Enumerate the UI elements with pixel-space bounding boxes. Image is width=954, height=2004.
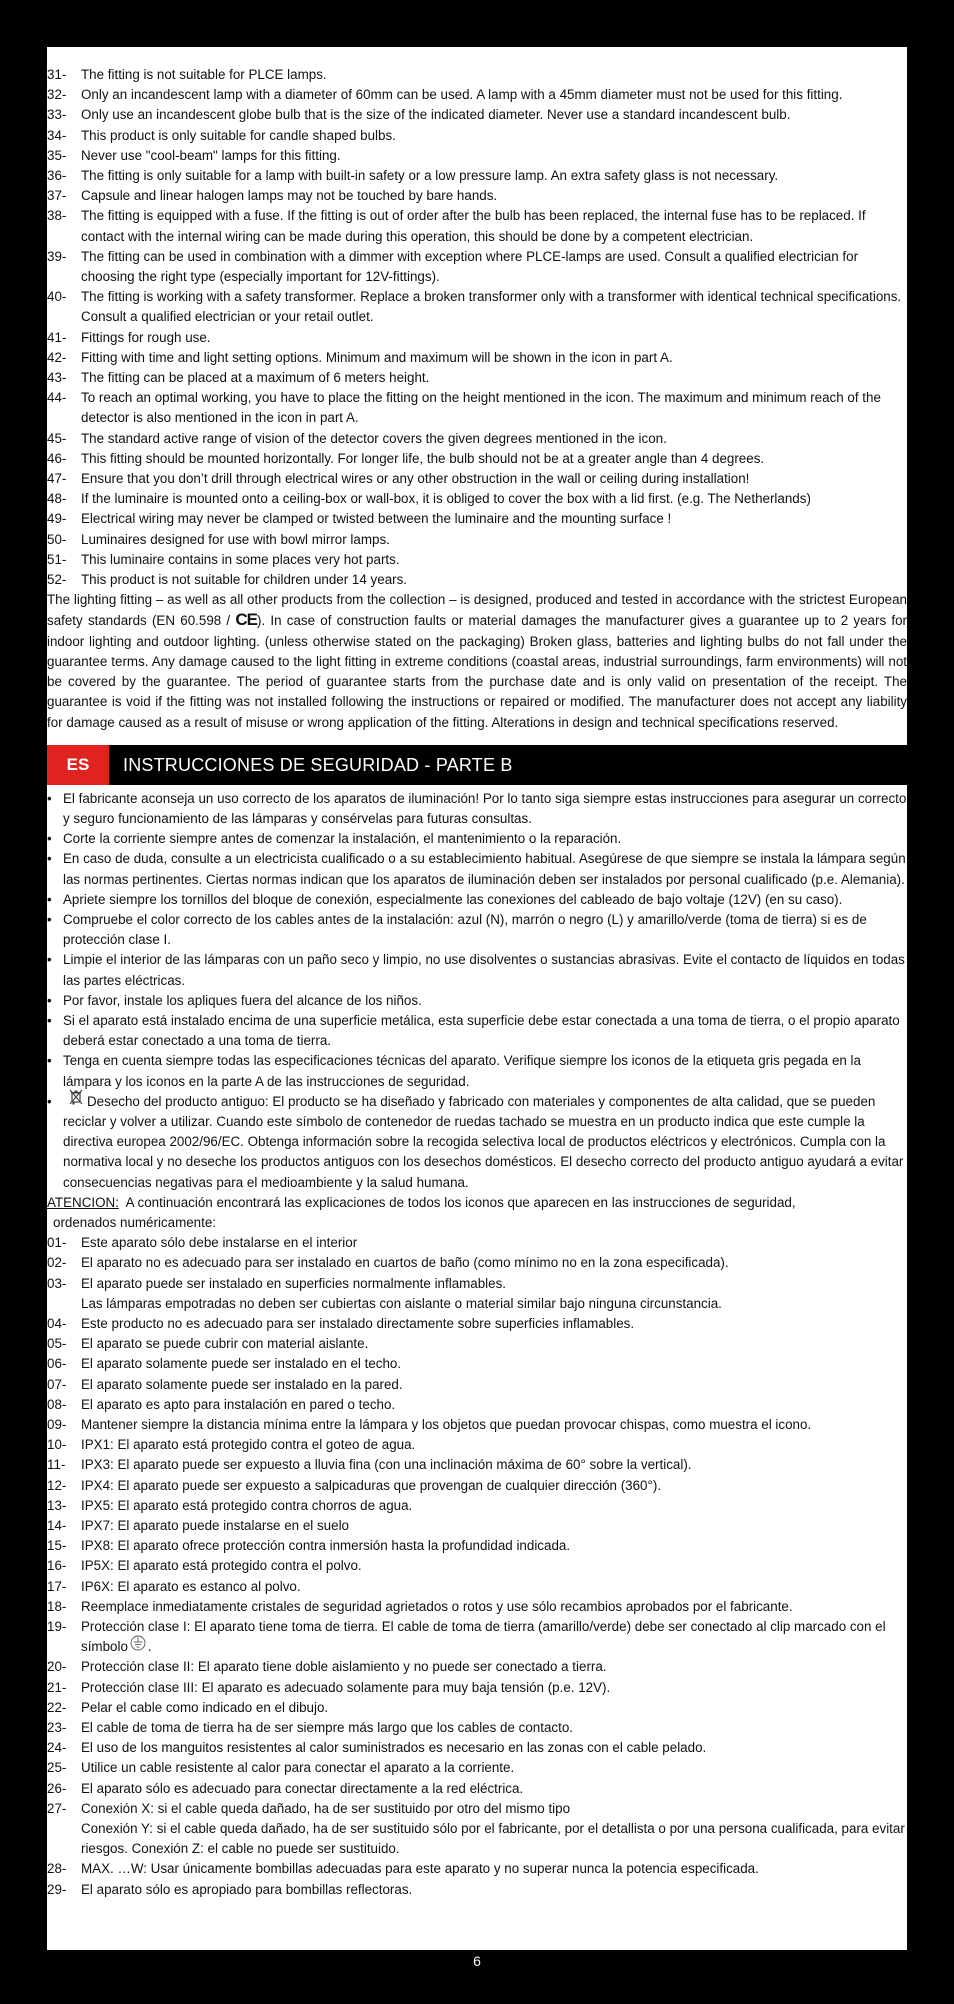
item-number: 22-: [47, 1699, 67, 1715]
item-number: 12-: [47, 1477, 67, 1493]
item-number: 04-: [47, 1315, 67, 1331]
numbered-item-19: [47, 1617, 907, 1657]
item-text: The fitting is equipped with a fuse. If the fitting is out of order after the bulb has been replaced, the internal fuse has to be replaced. If contact with the internal wiring can be made during this operation, this should be done by a competent electrician.: [81, 208, 866, 244]
bullet-marker: •: [47, 831, 52, 847]
item-number: 06-: [47, 1356, 67, 1372]
numbered-item: [47, 1556, 907, 1576]
item-text: Fitting with time and light setting options. Minimum and maximum will be shown in the icon in part A.: [81, 349, 673, 365]
bullet-text: Si el aparato está instalado encima de una superficie metálica, esta superficie debe estar conectada a una toma de tierra, o el propio aparato deberá estar conectado a una toma de tierra.: [63, 1012, 900, 1049]
item-text: Protección clase III: El aparato es adecuado solamente para muy baja tensión (p.e. 12V).: [81, 1679, 611, 1695]
numbered-item: [47, 1859, 907, 1879]
item-text: El aparato solamente puede ser instalado en la pared.: [81, 1376, 403, 1392]
item-text: IPX3: El aparato puede ser expuesto a lluvia fina (con una inclinación máxima de 60° sobre la vertical).: [81, 1457, 692, 1473]
bullet-marker: •: [47, 952, 52, 968]
item-number: 36-: [47, 168, 67, 184]
item-number: 13-: [47, 1497, 67, 1513]
item-number: 33-: [47, 107, 67, 123]
item-number: 43-: [47, 370, 67, 386]
item-text: IPX1: El aparato está protegido contra el goteo de agua.: [81, 1437, 416, 1453]
spanish-section: [47, 785, 907, 1900]
item-text: This fitting should be mounted horizontally. For longer life, the bulb should not be at a greater angle than 4 degrees.: [81, 450, 765, 466]
item-number: 24-: [47, 1740, 67, 1756]
numbered-item: [47, 1657, 907, 1677]
item-text: El cable de toma de tierra ha de ser siempre más largo que los cables de contacto.: [81, 1720, 574, 1736]
item-number: 05-: [47, 1336, 67, 1352]
numbered-item: [47, 1678, 907, 1698]
numbered-item: [47, 1294, 907, 1314]
item-text: El aparato solamente puede ser instalado en el techo.: [81, 1356, 402, 1372]
numbered-item: [47, 65, 907, 85]
item-text: IPX4: El aparato puede ser expuesto a salpicaduras que provengan de cualquier dirección (360°).: [81, 1477, 662, 1493]
item-number: 48-: [47, 491, 67, 507]
item-text: This product is only suitable for candle shaped bulbs.: [81, 127, 396, 143]
item-number: 03-: [47, 1275, 67, 1291]
item-text: IP5X: El aparato está protegido contra el polvo.: [81, 1558, 362, 1574]
english-numbered-list: [47, 65, 907, 590]
numbered-item: [47, 348, 907, 368]
bullet-text: Tenga en cuenta siempre todas las especificaciones técnicas del aparato. Verifique siempre los iconos de la etiqueta gris pegada en la lámpara y los iconos en la parte A de las instrucciones de seguridad.: [63, 1053, 861, 1089]
bullet-text: Por favor, instale los apliques fuera del alcance de los niños.: [63, 992, 422, 1008]
item-text: Este aparato sólo debe instalarse en el interior: [81, 1235, 358, 1251]
document-page: [47, 47, 907, 1950]
item-number: 32-: [47, 87, 67, 103]
numbered-item: [47, 1455, 907, 1475]
item-text: IP6X: El aparato es estanco al polvo.: [81, 1578, 301, 1594]
item-number: 16-: [47, 1558, 67, 1574]
item-number: 49-: [47, 511, 67, 527]
numbered-item: [47, 1799, 907, 1819]
item-number: 18-: [47, 1598, 67, 1614]
bullet-text: El fabricante aconseja un uso correcto de los aparatos de iluminación! Por lo tanto siga siempre estas instrucciones para asegurar un correcto y seguro funcionamiento de las lámparas y consérvelas para futuras consultas.: [63, 790, 907, 826]
item-text: IPX5: El aparato está protegido contra chorros de agua.: [81, 1497, 413, 1513]
numbered-item: [47, 1779, 907, 1799]
numbered-item: [47, 509, 907, 529]
item-number: 02-: [47, 1255, 67, 1271]
item-number: 08-: [47, 1396, 67, 1412]
item-text: The fitting is not suitable for PLCE lamps.: [81, 67, 327, 82]
spanish-bullet-list: [47, 789, 907, 1092]
item-number: 41-: [47, 329, 67, 345]
numbered-item: [47, 1253, 907, 1273]
numbered-item: [47, 388, 907, 428]
numbered-item: [47, 429, 907, 449]
item-number: 20-: [47, 1659, 67, 1675]
item-text: The fitting can be used in combination with a dimmer with exception where PLCE-lamps are used. Consult a qualified electrician for choosing the right type (especially important for 12V-fittings).: [81, 248, 859, 285]
item-number: 29-: [47, 1881, 67, 1897]
item-number: 09-: [47, 1417, 67, 1432]
item-number: 27-: [47, 1800, 67, 1816]
item-number: 31-: [47, 67, 67, 82]
item-text-after: .: [147, 1639, 152, 1655]
item-text: El aparato sólo es apropiado para bombillas reflectoras.: [81, 1881, 413, 1897]
crossed-wheelie-bin-icon: [69, 1089, 83, 1112]
numbered-item: [47, 1395, 907, 1415]
item-text: El aparato sólo es adecuado para conectar directamente a la red eléctrica.: [81, 1780, 524, 1796]
disposal-text: Desecho del producto antiguo: El producto se ha diseñado y fabricado con materiales y componentes de alta calidad, que se pueden reciclar y volver a utilizar. Cuando este símbolo de contenedor de ruedas tachado se muestra en un producto indica que este cumple la directiva europea 2002/96/EC. Obtenga información sobre la recogida selectiva local de productos eléctricos y electrónicos. Cumpla con la normativa local y no deseche los productos antiguos con los desechos domésticos. El desecho correcto del producto antiguo ayudará a evitar consecuencias negativas para el medioambiente y la salud humana.: [63, 1093, 904, 1190]
item-text: Fittings for rough use.: [81, 329, 211, 345]
english-section: [47, 47, 907, 733]
item-number: 28-: [47, 1861, 67, 1877]
item-number: 37-: [47, 188, 67, 204]
numbered-item: [47, 1880, 907, 1900]
item-number: 44-: [47, 390, 67, 406]
item-text: To reach an optimal working, you have to place the fitting on the height mentioned in the icon. The maximum and minimum reach of the detector is also mentioned in the icon in part A.: [81, 390, 881, 426]
numbered-item: [47, 489, 907, 509]
numbered-item: [47, 85, 907, 105]
item-text: Las lámparas empotradas no deben ser cubiertas con aislante o material similar bajo ninguna circunstancia.: [81, 1295, 722, 1311]
item-text: The standard active range of vision of the detector covers the given degrees mentioned in the icon.: [81, 430, 667, 446]
bullet-marker: •: [47, 992, 52, 1008]
numbered-item: [47, 1758, 907, 1778]
item-number: [47, 1294, 81, 1314]
item-text: Este producto no es adecuado para ser instalado directamente sobre superficies inflamables.: [81, 1315, 635, 1331]
item-text: IPX8: El aparato ofrece protección contra inmersión hasta la profundidad indicada.: [81, 1538, 571, 1554]
bullet-item: [47, 829, 907, 849]
numbered-item: [47, 186, 907, 206]
item-number: 25-: [47, 1760, 67, 1776]
numbered-item: [47, 105, 907, 125]
language-badge: ES: [47, 745, 109, 785]
item-number: 15-: [47, 1538, 67, 1554]
item-number: 39-: [47, 248, 67, 264]
bullet-text: Compruebe el color correcto de los cables antes de la instalación: azul (N), marrón o negro (L) y amarillo/verde (toma de tierra) si es de protección clase I.: [63, 911, 867, 948]
item-number: 17-: [47, 1578, 67, 1594]
item-text: Conexión X: si el cable queda dañado, ha de ser sustituido por otro del mismo tipo: [81, 1800, 571, 1816]
item-text: This product is not suitable for children under 14 years.: [81, 572, 408, 588]
item-text: The fitting is only suitable for a lamp with built-in safety or a low pressure lamp. An extra safety glass is not necessary.: [81, 168, 779, 184]
bullet-text: Limpie el interior de las lámparas con un paño seco y limpio, no use disolventes o sustancias abrasivas. Evite el contacto de líquidos en todas las partes eléctricas.: [63, 952, 905, 988]
numbered-item: [47, 126, 907, 146]
bullet-item: [47, 1011, 907, 1051]
bullet-marker: •: [47, 1093, 52, 1109]
numbered-item: [47, 469, 907, 489]
numbered-item: [47, 1698, 907, 1718]
item-number: 01-: [47, 1235, 67, 1251]
numbered-item: [47, 1516, 907, 1536]
item-text: El aparato es apto para instalación en pared o techo.: [81, 1396, 396, 1412]
item-text: Mantener siempre la distancia mínima entre la lámpara y los objetos que puedan provocar chispas, como muestra el icono.: [81, 1417, 812, 1432]
numbered-item: [47, 449, 907, 469]
numbered-item: [47, 1819, 907, 1859]
item-number: 14-: [47, 1518, 67, 1534]
spanish-numbered-list: [47, 1233, 907, 1617]
item-text: Never use "cool-beam" lamps for this fitting.: [81, 147, 341, 163]
numbered-item: [47, 368, 907, 388]
item-text: Conexión Y: si el cable queda dañado, ha de ser sustituido sólo por el fabricante, por el detallista o por una persona cualificada, para evitar riesgos. Conexión Z: el cable no puede ser sustituido.: [81, 1821, 905, 1857]
item-number: 10-: [47, 1437, 67, 1453]
earth-ground-icon: [130, 1635, 146, 1657]
disposal-bullet: [47, 1092, 907, 1193]
item-text: Pelar el cable como indicado en el dibujo.: [81, 1699, 329, 1715]
bullet-item: [47, 789, 907, 829]
item-text: This luminaire contains in some places very hot parts.: [81, 551, 400, 567]
item-number: 46-: [47, 450, 67, 466]
item-text: Only use an incandescent globe bulb that is the size of the indicated diameter. Never use a standard incandescent bulb.: [81, 107, 791, 123]
item-number: 35-: [47, 147, 67, 163]
numbered-item: [47, 1577, 907, 1597]
section-title: INSTRUCCIONES DE SEGURIDAD - PARTE B: [123, 754, 513, 775]
item-text: Protección clase II: El aparato tiene doble aislamiento y no puede ser conectado a tierra.: [81, 1659, 607, 1675]
item-number: 45-: [47, 430, 67, 446]
item-number: 21-: [47, 1679, 67, 1695]
item-text: Capsule and linear halogen lamps may not be touched by bare hands.: [81, 188, 498, 204]
numbered-item: [47, 1415, 907, 1435]
numbered-item: [47, 1354, 907, 1374]
bullet-item: [47, 1051, 907, 1091]
numbered-item: [47, 206, 907, 246]
atencion-label: ATENCION:: [47, 1194, 119, 1210]
bullet-item: [47, 991, 907, 1011]
item-number: 07-: [47, 1376, 67, 1392]
bullet-marker: •: [47, 1012, 52, 1028]
bullet-item: [47, 890, 907, 910]
numbered-item: [47, 550, 907, 570]
item-number: 26-: [47, 1780, 67, 1796]
item-text: Protección clase I: El aparato tiene toma de tierra. El cable de toma de tierra (amarillo/verde) debe ser conectado al clip marcado con el símbolo: [81, 1619, 886, 1655]
section-header-es: [47, 745, 907, 785]
item-text: Electrical wiring may never be clamped or twisted between the luminaire and the mounting surface !: [81, 511, 672, 527]
numbered-item: [47, 166, 907, 186]
item-text: Luminaires designed for use with bowl mirror lamps.: [81, 531, 390, 547]
item-number: 47-: [47, 471, 67, 487]
bullet-item: [47, 849, 907, 889]
item-text: Ensure that you don’t drill through electrical wires or any other obstruction in the wall or ceiling during installation!: [81, 471, 750, 487]
item-number: 50-: [47, 531, 67, 547]
bullet-marker: •: [47, 891, 52, 907]
item-text: If the luminaire is mounted onto a ceiling-box or wall-box, it is obliged to cover the box with a lid first. (e.g. The Netherlands): [81, 491, 811, 507]
bullet-marker: •: [47, 1053, 52, 1069]
item-text: Reemplace inmediatamente cristales de seguridad agrietados o rotos y use sólo recambios aprobados por el fabricante.: [81, 1598, 793, 1614]
item-number: 19-: [47, 1619, 67, 1635]
numbered-item: [47, 1334, 907, 1354]
numbered-item: [47, 1536, 907, 1556]
page-number: 6: [473, 1953, 481, 1969]
numbered-item: [47, 530, 907, 550]
bullet-marker: •: [47, 851, 52, 867]
item-number: 40-: [47, 289, 67, 305]
numbered-item: [47, 1738, 907, 1758]
bullet-text: En caso de duda, consulte a un electricista cualificado o a su establecimiento habitual. Asegúrese de que siempre se instala la lámpara según las normas pertinentes. Ciertas normas indican que los aparatos de iluminación deben ser instalados por personal cualificado (p.e. Alemania).: [63, 851, 906, 887]
item-number: 51-: [47, 551, 67, 567]
item-number: 23-: [47, 1720, 67, 1736]
item-text: IPX7: El aparato puede instalarse en el suelo: [81, 1518, 349, 1534]
numbered-item: [47, 1233, 907, 1253]
item-number: 38-: [47, 208, 67, 224]
numbered-item: [47, 1718, 907, 1738]
item-number: 34-: [47, 127, 67, 143]
numbered-item: [47, 1314, 907, 1334]
ce-mark-icon: CE: [235, 610, 257, 630]
numbered-item: [47, 1496, 907, 1516]
item-text: The fitting is working with a safety transformer. Replace a broken transformer only with a transformer with identical technical specifications. Consult a qualified electrician or your retail outlet.: [81, 289, 902, 325]
guarantee-text-part2: ). In case of construction faults or material damages the manufacturer gives a guarantee up to 2 years for indoor lighting and outdoor lighting. (unless otherwise stated on the packaging) Broken glass, batteries and lighting bulbs do not fall under the guarantee terms. Any damage caused to the light fitting in extreme conditions (coastal areas, industrial surroundings, farm environments) will not be covered by the guarantee. The period of guarantee starts from the purchase date and is only valid on presentation of the receipt. The guarantee is void if the fitting was not installed following the instructions or repaired or modified. The manufacturer does not accept any liability for damage caused as a result of misuse or wrong application of the fitting. Alterations in design and technical specifications reserved.: [47, 613, 907, 730]
item-number: 11-: [47, 1457, 66, 1473]
numbered-item: [47, 1476, 907, 1496]
numbered-item: [47, 287, 907, 327]
numbered-item: [47, 146, 907, 166]
item-text: El aparato puede ser instalado en superficies normalmente inflamables.: [81, 1275, 507, 1291]
bullet-text: Corte la corriente siempre antes de comenzar la instalación, el mantenimiento o la reparación.: [63, 831, 622, 847]
item-text: The fitting can be placed at a maximum of 6 meters height.: [81, 370, 430, 386]
bullet-item: [47, 910, 907, 950]
bullet-item: [47, 950, 907, 990]
atencion-block: [47, 1193, 907, 1233]
guarantee-text-part1: The lighting fitting – as well as all other products from the collection – is designed, produced and tested in accordance with the strictest European safety standards (EN 60.598 /: [47, 592, 907, 629]
numbered-item: [47, 1274, 907, 1294]
numbered-item: [47, 328, 907, 348]
numbered-item: [47, 1435, 907, 1455]
numbered-item: [47, 1597, 907, 1617]
item-number: [47, 1819, 81, 1859]
guarantee-paragraph: [47, 590, 907, 732]
atencion-continuation: ordenados numéricamente:: [53, 1214, 217, 1230]
item-text: Only an incandescent lamp with a diameter of 60mm can be used. A lamp with a 45mm diameter must not be used for this fitting.: [81, 87, 843, 103]
item-text: El uso de los manguitos resistentes al calor suministrados es necesario en las zonas con el cable pelado.: [81, 1740, 707, 1756]
item-text: El aparato no es adecuado para ser instalado en cuartos de baño (como mínimo no en la zona especificada).: [81, 1255, 729, 1271]
spanish-numbered-list-continued: [47, 1657, 907, 1899]
numbered-item: [47, 247, 907, 287]
bullet-marker: •: [47, 911, 52, 927]
item-text: Utilice un cable resistente al calor para conectar el aparato a la corriente.: [81, 1760, 515, 1776]
item-text: MAX. …W: Usar únicamente bombillas adecuadas para este aparato y no superar nunca la potencia especificada.: [81, 1861, 759, 1877]
item-number: 42-: [47, 349, 67, 365]
numbered-item: [47, 570, 907, 590]
numbered-item: [47, 1375, 907, 1395]
item-text: El aparato se puede cubrir con material aislante.: [81, 1336, 369, 1352]
bullet-text: Apriete siempre los tornillos del bloque de conexión, especialmente las conexiones del cableado de bajo voltaje (12V) (en su caso).: [63, 891, 843, 907]
bullet-marker: •: [47, 790, 52, 806]
item-number: 52-: [47, 572, 67, 588]
atencion-text: A continuación encontrará las explicaciones de todos los iconos que aparecen en las instrucciones de seguridad,: [125, 1194, 796, 1210]
